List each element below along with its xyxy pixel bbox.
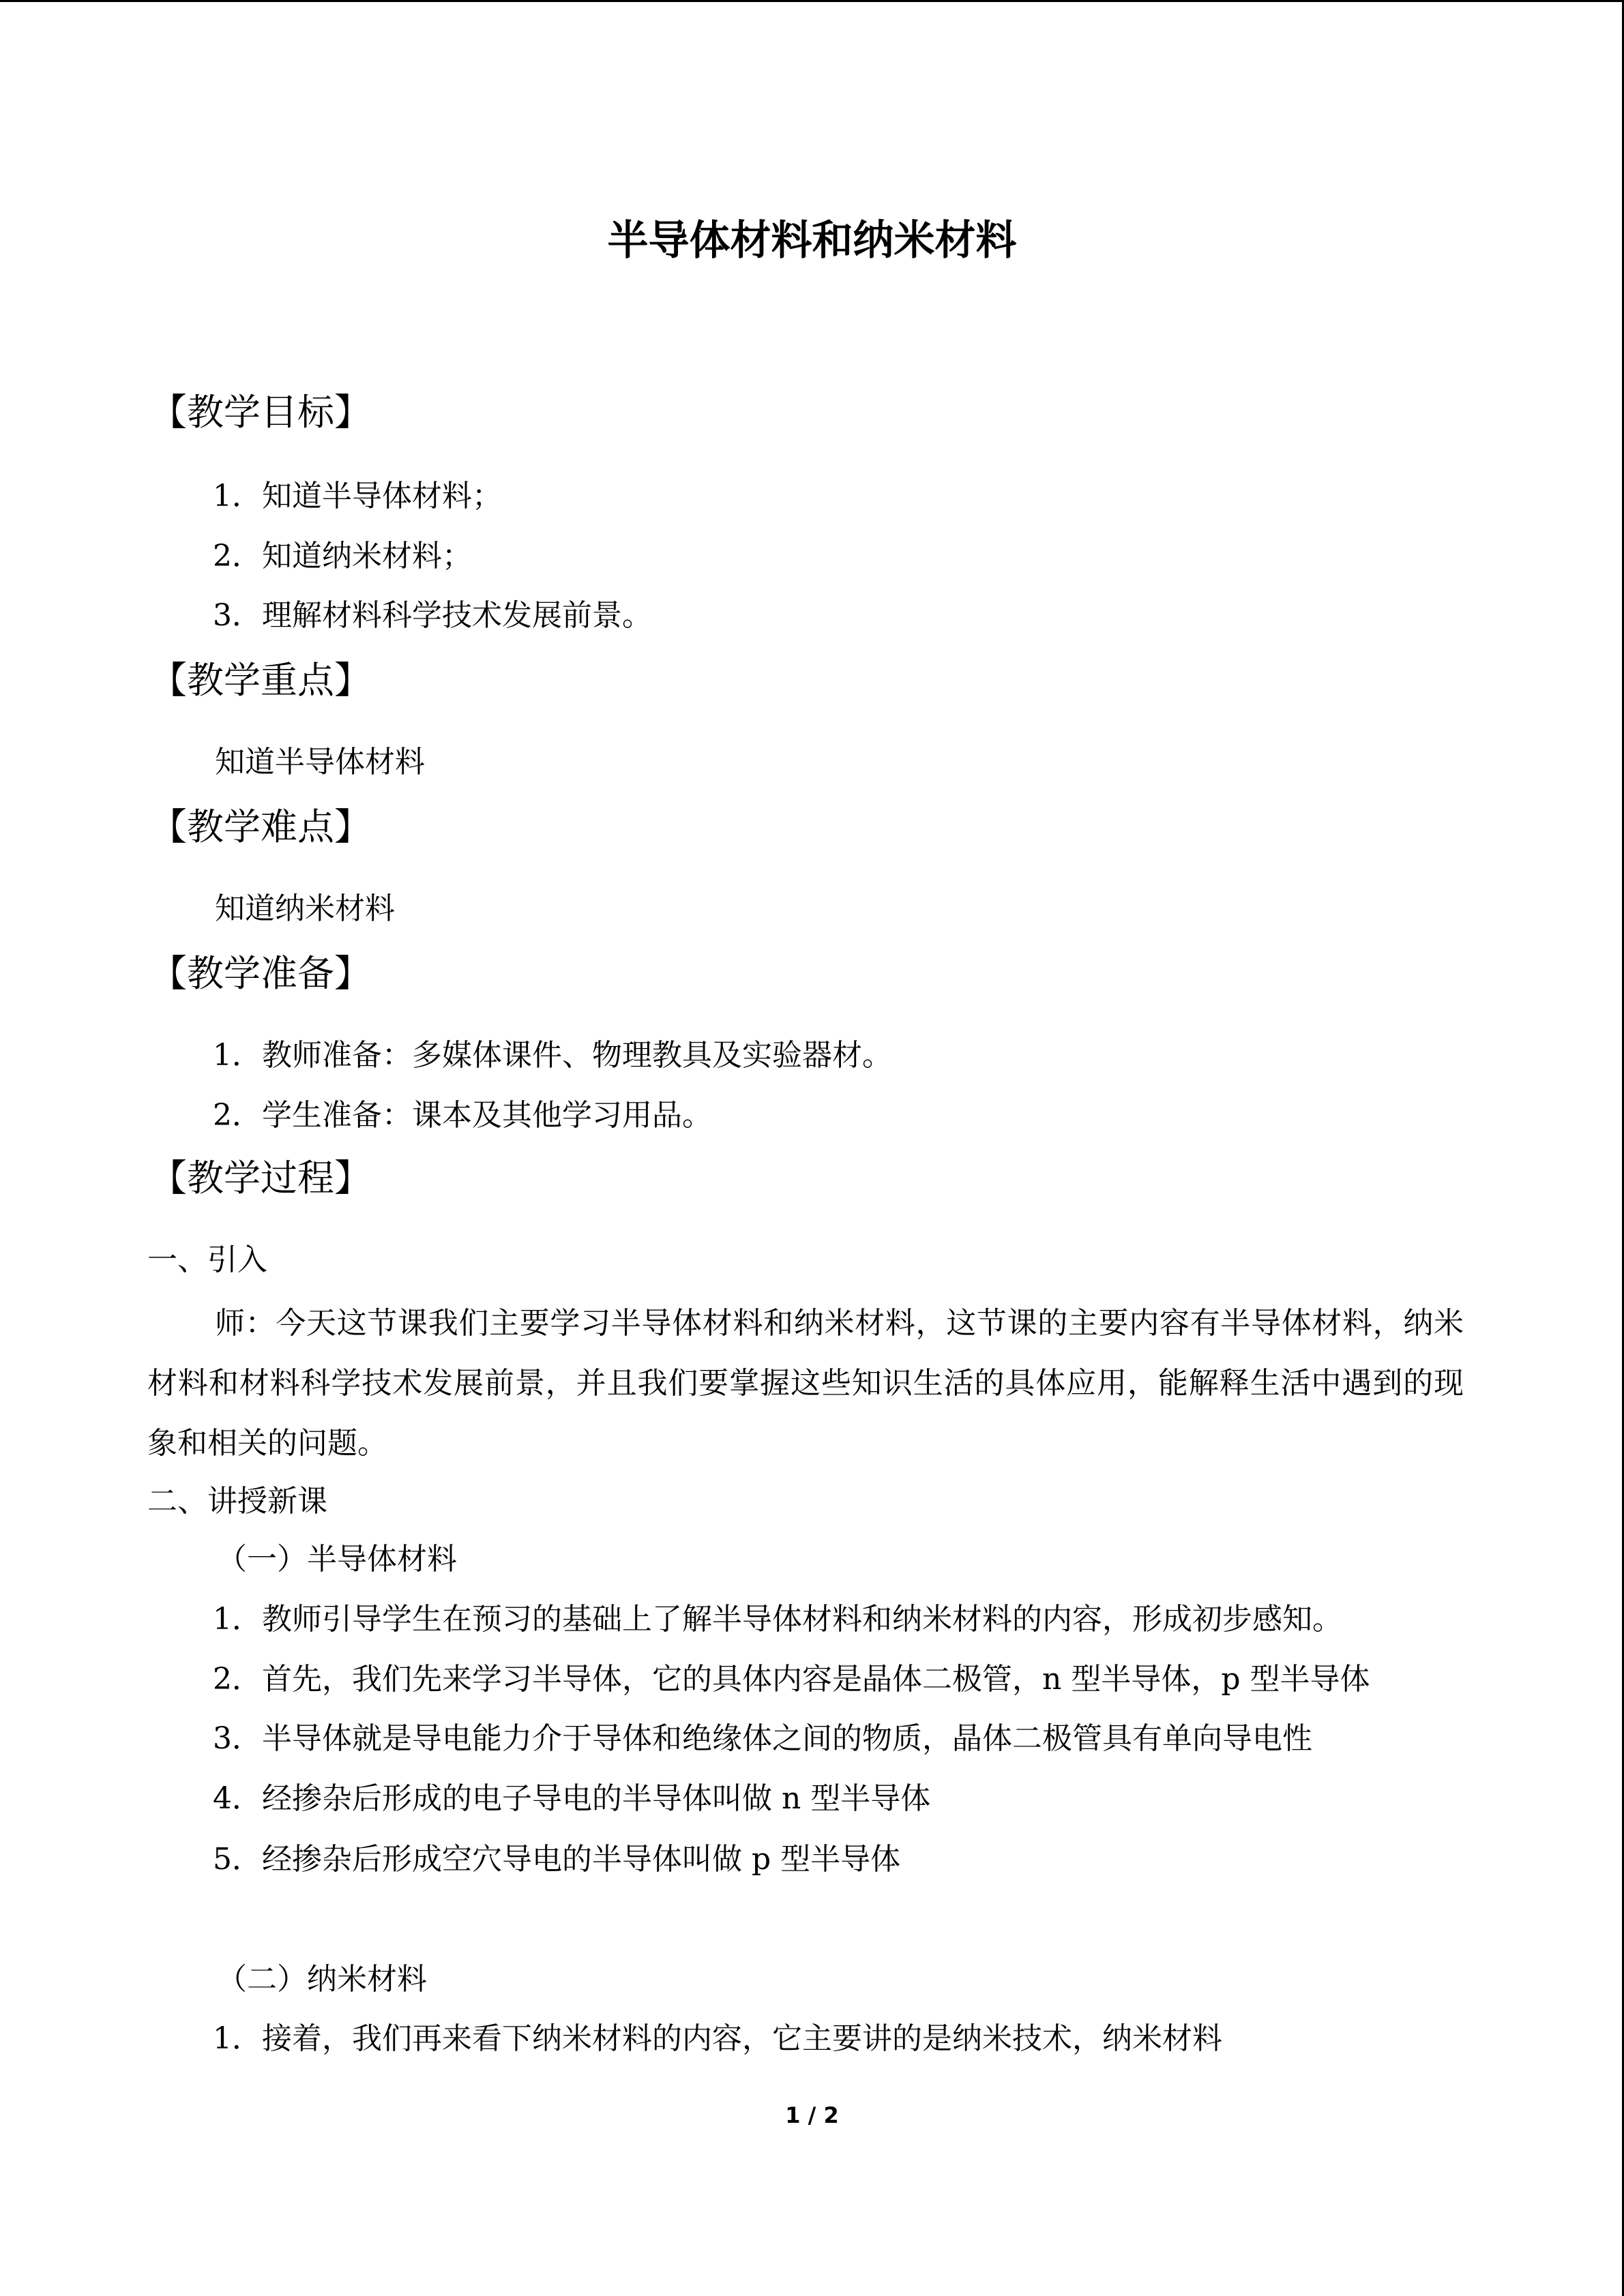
heading-objectives: 【教学目标】 [150,391,371,434]
preparation-item-1: 1．教师准备：多媒体课件、物理教具及实验器材。 [213,1038,892,1073]
part1-item-2: 2．首先，我们先来学习半导体，它的具体内容是晶体二极管，n 型半导体，p 型半导体 [213,1662,1370,1697]
part1-item-1: 1．教师引导学生在预习的基础上了解半导体材料和纳米材料的内容，形成初步感知。 [213,1602,1342,1637]
key-point-text: 知道半导体材料 [215,745,425,779]
heading-preparation: 【教学准备】 [150,952,371,995]
document-title: 半导体材料和纳米材料 [607,217,1017,265]
part1-heading: （一）半导体材料 [217,1542,457,1577]
heading-difficulty: 【教学难点】 [150,805,371,848]
intro-paragraph: 师：今天这节课我们主要学习半导体材料和纳米材料，这节课的主要内容有半导体材料，纳米材料和材料科学技术发展前景，并且我们要掌握这些知识生活的具体应用，能解释生活中遇到的现象和相关的问题。 [147,1306,1464,1461]
part2-heading: （二）纳米材料 [217,1962,427,1997]
part1-item-5: 5．经掺杂后形成空穴导电的半导体叫做 p 型半导体 [213,1842,901,1877]
heading-process: 【教学过程】 [150,1157,371,1199]
part2-item-1: 1．接着，我们再来看下纳米材料的内容，它主要讲的是纳米技术，纳米材料 [213,2021,1222,2056]
part1-item-3: 3．半导体就是导电能力介于导体和绝缘体之间的物质，晶体二极管具有单向导电性 [213,1721,1312,1756]
heading-key-point: 【教学重点】 [150,659,371,702]
objective-item-3: 3．理解材料科学技术发展前景。 [213,598,652,633]
part1-item-4: 4．经掺杂后形成的电子导电的半导体叫做 n 型半导体 [213,1781,931,1816]
objective-item-1: 1．知道半导体材料； [213,479,502,513]
page-number: 1 / 2 [785,2102,839,2128]
page-border-top [0,0,1624,2]
difficulty-text: 知道纳米材料 [215,891,395,926]
preparation-item-2: 2．学生准备：课本及其他学习用品。 [213,1098,712,1133]
intro-heading: 一、引入 [147,1242,267,1277]
new-lesson-heading: 二、讲授新课 [147,1484,327,1519]
objective-item-2: 2．知道纳米材料； [213,539,472,573]
